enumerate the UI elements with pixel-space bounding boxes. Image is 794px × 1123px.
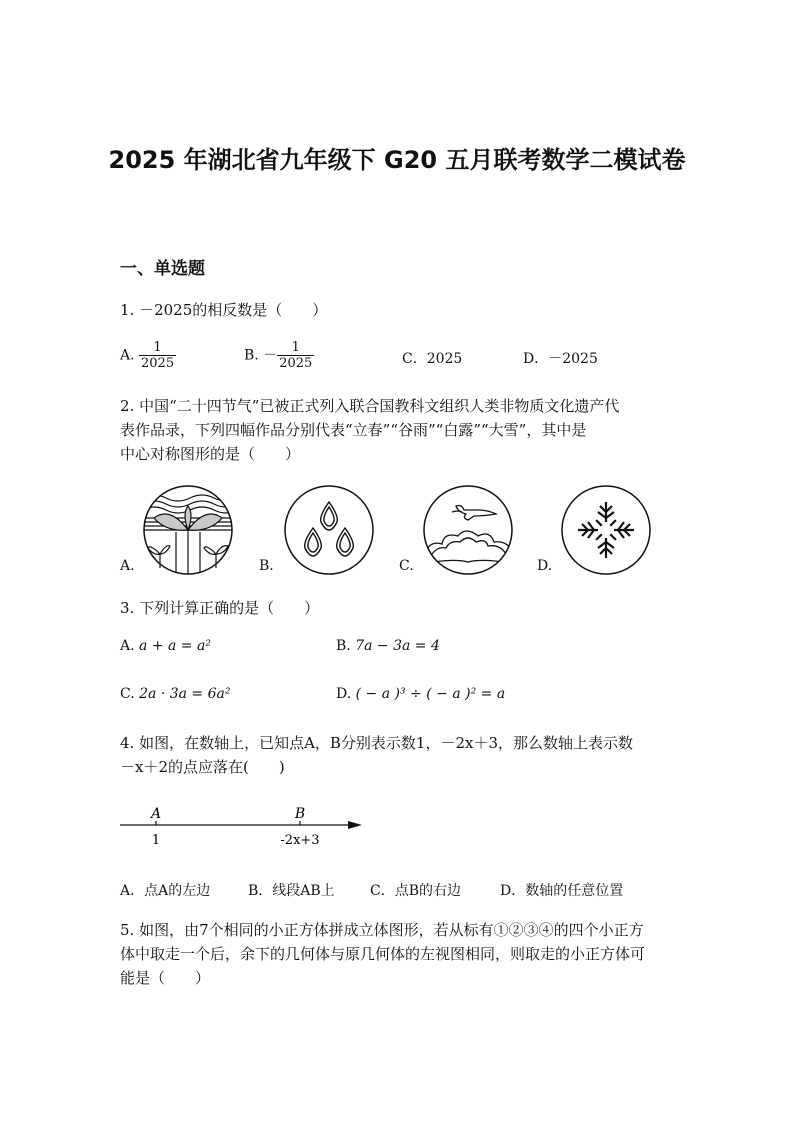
page-title: 2025 年湖北省九年级下 G20 五月联考数学二模试卷 [108, 146, 686, 174]
fraction-numerator: 1 [139, 340, 176, 356]
fraction [139, 340, 176, 371]
point-a-label: A [150, 806, 162, 822]
question-2-line-1: 2. 中国“二十四节气”已被正式列入联合国教科文组织人类非物质文化遗产代 [120, 397, 620, 415]
math-expression: a + a = a² [139, 638, 211, 654]
question-4-line-2: －x＋2的点应落在( ) [120, 758, 285, 776]
question-2-option-b-label: B. [259, 558, 274, 574]
section-heading-single-choice: 一、单选题 [120, 259, 205, 279]
value-b-label: -2x+3 [280, 833, 320, 848]
question-4-line-1: 4. 如图，在数轴上，已知点A，B分别表示数1，－2x＋3，那么数轴上表示数 [120, 734, 634, 752]
question-5-line-2: 体中取走一个后，余下的几何体与原几何体的左视图相同，则取走的小正方体可 [120, 945, 646, 963]
question-1-stem: 1. －2025的相反数是（ ） [120, 301, 328, 319]
option-label: A. [120, 347, 135, 364]
question-2-option-a-label: A. [120, 558, 135, 574]
minus-sign: － [263, 347, 278, 364]
fraction-denominator: 2025 [279, 356, 313, 371]
question-5-line-3: 能是（ ） [120, 969, 211, 987]
question-1-option-b [244, 340, 314, 371]
question-4-option-a: A．点A的左边 [120, 883, 211, 899]
figure-grain-rain-drops [283, 484, 377, 576]
question-3-stem: 3. 下列计算正确的是（ ） [120, 599, 320, 617]
question-4-option-d: D．数轴的任意位置 [500, 883, 624, 899]
number-line-arrow [348, 821, 362, 829]
option-label: D. [336, 686, 352, 702]
question-3-option-d [336, 686, 505, 702]
question-1-option-d: D．－2025 [523, 351, 598, 367]
math-expression: 2a · 3a = 6a² [139, 686, 231, 702]
question-5-line-1: 5. 如图，由7个相同的小正方体拼成立体图形，若从标有①②③④的四个小正方 [120, 921, 644, 939]
math-expression: ( − a )³ ÷ ( − a )² = a [355, 686, 506, 702]
figure-spring-sprouts [140, 484, 240, 576]
question-3-option-c [120, 686, 230, 702]
number-line [118, 800, 368, 852]
question-4-option-c: C．点B的右边 [370, 883, 461, 899]
question-3-option-b [336, 638, 440, 654]
option-label: A. [120, 638, 135, 654]
option-label: B. [336, 638, 351, 654]
question-2-option-d-label: D. [537, 558, 553, 574]
figure-heavy-snow-snowflake [560, 484, 654, 576]
question-2-option-c-label: C. [399, 558, 414, 574]
option-label: C. [120, 686, 135, 702]
question-2-line-3: 中心对称图形的是（ ） [120, 445, 301, 463]
question-1-option-a [120, 340, 176, 371]
option-label: B. [244, 347, 259, 364]
question-1-option-c: C．2025 [402, 351, 463, 367]
question-2-line-2: 表作品录，下列四幅作品分别代表“立春”“谷雨”“白露”“大雪”，其中是 [120, 421, 587, 439]
fraction-numerator: 1 [277, 340, 314, 356]
fraction-denominator: 2025 [141, 356, 175, 371]
question-3-option-a [120, 638, 211, 654]
math-expression: 7a − 3a = 4 [355, 638, 440, 654]
value-a-label: 1 [151, 833, 161, 848]
fraction [277, 340, 314, 371]
question-4-option-b: B．线段AB上 [248, 883, 335, 899]
figure-white-dew-bird-clouds [422, 484, 516, 576]
point-b-label: B [294, 806, 306, 822]
